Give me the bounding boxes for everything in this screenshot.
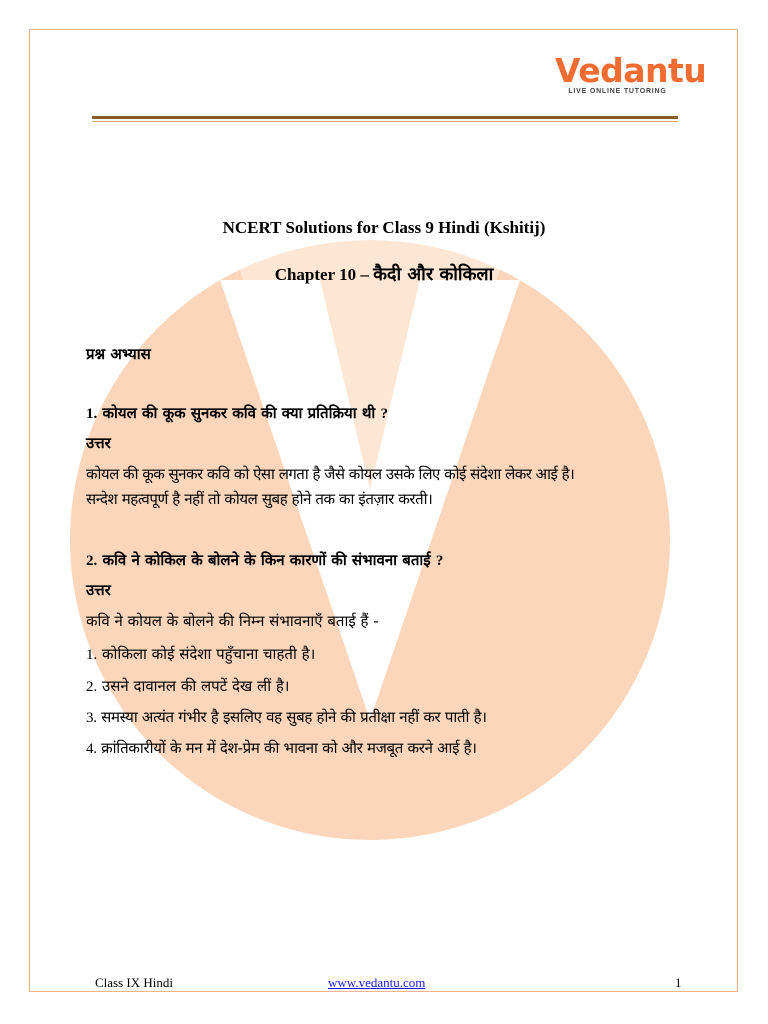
section-heading: प्रश्न अभ्यास [86, 345, 151, 363]
answer-1-line-1: कोयल की कूक सुनकर कवि को ऐसा लगता है जैसे कोयल उसके लिए कोई संदेशा लेकर आई है। [86, 465, 575, 483]
answer-1-line-2: सन्देश महत्वपूर्ण है नहीं तो कोयल सुबह होने तक का इंतज़ार करती। [86, 490, 433, 508]
footer-class-label: Class IX Hindi [95, 975, 173, 990]
vedantu-logo [555, 51, 707, 95]
question-2-number: 2. [86, 553, 98, 569]
list-item-text: क्रांतिकारीयों के मन में देश-प्रेम की भावना को और मजबूत करने आई है। [101, 739, 477, 757]
chapter-title [0, 262, 768, 286]
question-1-text: कोयल की कूक सुनकर कवि की क्या प्रतिक्रिया थी [102, 404, 376, 422]
question-2-text: कवि ने कोकिल के बोलने के किन कारणों की संभावना बताई [102, 551, 431, 569]
list-item [86, 738, 477, 759]
list-item [86, 644, 315, 665]
question-2-mark: ? [435, 553, 444, 569]
answer-2-intro: कवि ने कोयल के बोलने की निम्न संभावनाएँ बताई हैं - [86, 612, 379, 630]
header-rule [92, 116, 678, 119]
list-item-number: 2. [86, 679, 98, 695]
chapter-name: कैदी और कोकिला [373, 264, 494, 285]
list-item [86, 676, 290, 697]
list-item-number: 3. [86, 710, 97, 726]
list-item-number: 4. [86, 741, 97, 757]
question-2 [86, 550, 443, 571]
question-1-number: 1. [86, 406, 98, 422]
chapter-prefix: Chapter 10 – [274, 265, 374, 284]
answer-2-label: उत्तर [86, 581, 111, 599]
list-item-text: समस्या अत्यंत गंभीर है इसलिए वह सुबह होने की प्रतीक्षा नहीं कर पाती है। [101, 708, 487, 726]
document-title: NCERT Solutions for Class 9 Hindi (Kshitij) [222, 218, 546, 237]
header-rule-thin [92, 121, 678, 122]
answer-1-label: उत्तर [86, 434, 111, 452]
page-number: 1 [675, 975, 682, 990]
question-1-mark: ? [380, 406, 389, 422]
list-item-text: कोकिला कोई संदेशा पहुँचाना चाहती है। [102, 645, 316, 663]
logo-wordmark: Vedantu [555, 51, 707, 90]
list-item [86, 707, 487, 728]
logo-tagline: LIVE ONLINE TUTORING [568, 88, 667, 95]
footer-website-link[interactable]: www.vedantu.com [328, 975, 426, 990]
list-item-text: उसने दावानल की लपटें देख लीं है। [102, 677, 290, 695]
list-item-number: 1. [86, 647, 98, 663]
question-1 [86, 403, 388, 424]
